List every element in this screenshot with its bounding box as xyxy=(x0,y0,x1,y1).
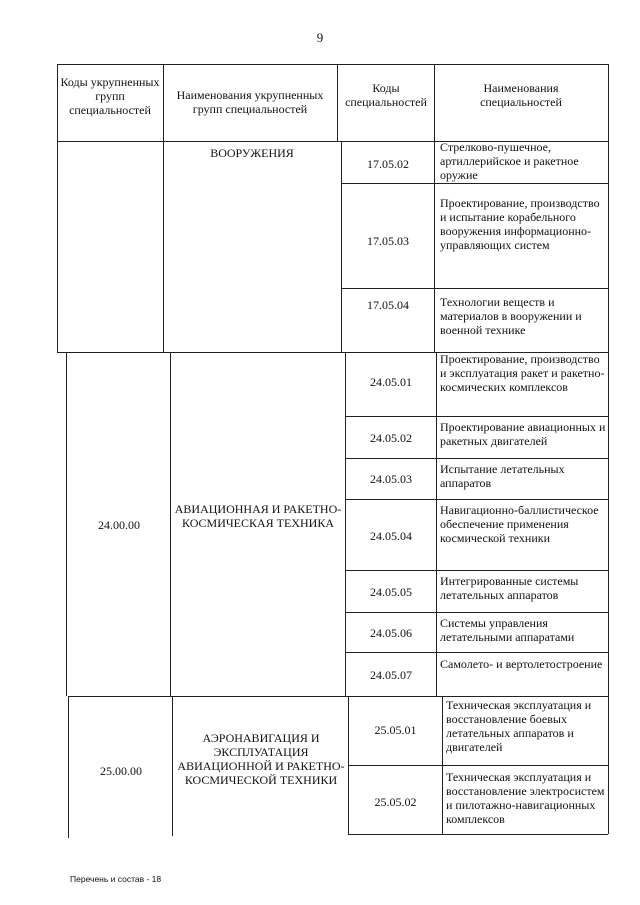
column-border xyxy=(337,64,338,142)
row-divider xyxy=(345,499,608,500)
header-group-names: Наименования укрупненных групп специальностей xyxy=(176,88,324,116)
header-specialty-codes: Коды специальностей xyxy=(345,81,427,109)
column-border xyxy=(68,696,69,838)
specialty-name: Проектирование, производство и эксплуатация ракет и ракетно-космических комплексов xyxy=(440,352,605,394)
group-code: 24.00.00 xyxy=(98,518,140,532)
specialty-code: 24.05.07 xyxy=(370,668,412,682)
specialty-code: 17.05.03 xyxy=(367,234,409,248)
column-border xyxy=(57,64,58,352)
row-divider xyxy=(341,288,608,289)
footer-note: Перечень и состав - 18 xyxy=(70,874,162,884)
specialty-code: 25.05.01 xyxy=(374,723,417,737)
specialty-name: Интегрированные системы летательных аппаратов xyxy=(440,574,579,602)
specialty-name: Навигационно-баллистическое обеспечение применения космической техники xyxy=(440,503,599,545)
specialty-code: 17.05.02 xyxy=(367,157,409,171)
specialty-code: 24.05.03 xyxy=(370,472,412,486)
specialty-name: Самолето- и вертолетостроение xyxy=(440,657,603,671)
row-divider xyxy=(345,570,608,571)
page-number: 9 xyxy=(316,30,324,45)
specialty-name: Технологии веществ и материалов в вооружении и военной технике xyxy=(440,295,582,337)
column-border xyxy=(170,352,171,696)
row-divider xyxy=(345,612,608,613)
group-code: 25.00.00 xyxy=(100,764,142,778)
specialty-name: Стрелково-пушечное, артиллерийское и ракетное оружие xyxy=(440,140,579,182)
specialty-code: 17.05.04 xyxy=(367,298,409,312)
specialty-code: 24.05.01 xyxy=(370,375,412,389)
column-border xyxy=(442,696,443,834)
group-name: АЭРОНАВИГАЦИЯ И ЭКСПЛУАТАЦИЯ АВИАЦИОННОЙ И РАКЕТНО-КОСМИЧЕСКОЙ ТЕХНИКИ xyxy=(177,731,345,787)
specialty-name: Техническая эксплуатация и восстановление электросистем и пилотажно-навигационных комплексов xyxy=(446,770,605,826)
header-specialty-names: Наименования специальностей xyxy=(480,81,562,109)
specialty-name: Испытание летательных аппаратов xyxy=(440,462,565,490)
column-border xyxy=(345,352,346,696)
specialty-name: Проектирование авиационных и ракетных двигателей xyxy=(440,420,606,448)
column-border xyxy=(436,352,437,696)
row-divider xyxy=(345,416,608,417)
specialty-name: Системы управления летательными аппаратами xyxy=(440,616,575,644)
specialty-name: Техническая эксплуатация и восстановление боевых летательных аппаратов и двигателей xyxy=(446,698,592,754)
specialty-name: Проектирование, производство и испытание корабельного вооружения информационно-управляющих систем xyxy=(440,196,600,252)
table-bottom-border xyxy=(348,834,608,835)
row-divider xyxy=(341,183,608,184)
column-border xyxy=(348,696,349,834)
specialty-code: 24.05.02 xyxy=(370,431,412,445)
column-border xyxy=(172,696,173,836)
specialty-code: 24.05.06 xyxy=(370,626,412,640)
specialty-code: 24.05.05 xyxy=(370,585,412,599)
row-divider xyxy=(348,765,608,766)
column-border xyxy=(66,352,67,696)
group-name: АВИАЦИОННАЯ И РАКЕТНО-КОСМИЧЕСКАЯ ТЕХНИКА xyxy=(174,502,342,530)
header-group-codes: Коды укрупненных групп специальностей xyxy=(60,75,160,117)
table-top-border xyxy=(57,64,608,65)
row-divider xyxy=(345,458,608,459)
column-border xyxy=(608,64,609,834)
column-border xyxy=(434,64,435,352)
column-border xyxy=(163,64,164,352)
group-name: ВООРУЖЕНИЯ xyxy=(210,146,294,160)
column-border xyxy=(341,141,342,352)
specialty-code: 25.05.02 xyxy=(374,795,417,809)
group-divider xyxy=(68,696,608,697)
specialty-code: 24.05.04 xyxy=(370,529,412,543)
row-divider xyxy=(345,652,608,653)
